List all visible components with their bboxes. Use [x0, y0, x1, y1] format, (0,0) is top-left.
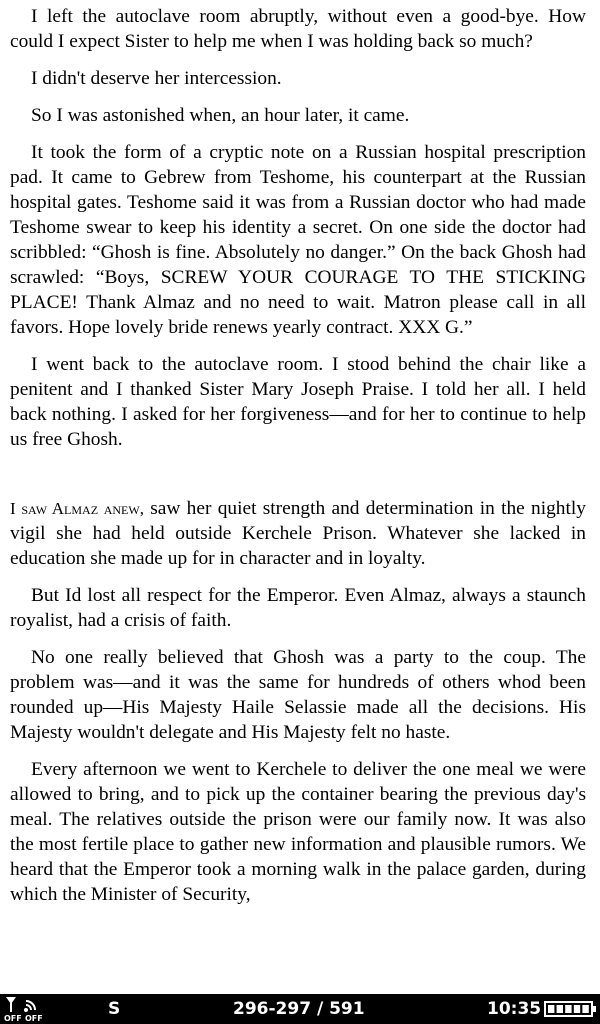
- battery-cell: [565, 1005, 571, 1013]
- paragraph-7: But Id lost all respect for the Emperor. Even Almaz, always a staunch royalist, had a crisis of faith.: [10, 585, 586, 631]
- paragraph-1: I left the autoclave room abruptly, without even a good-bye. How could I expect Sister to help me when I was holding back so much?: [10, 6, 586, 52]
- wifi-off-label: OFF: [4, 1014, 22, 1023]
- antenna-icon: [3, 995, 45, 1013]
- battery-cell: [582, 1005, 588, 1013]
- page-indicator[interactable]: 296-297 / 591: [233, 999, 365, 1019]
- sound-off-label: OFF: [25, 1014, 43, 1023]
- status-bar: [0, 994, 600, 1024]
- paragraph-9: Every afternoon we went to Kerchele to deliver the one meal we were allowed to bring, and to pick up the container bearing the previous day's meal. The relatives outside the prison were our family now. It was also the most fertile place to gather new information and plausible rumors. We heard that the Emperor took a morning walk in the palace garden, during which the Minister of Security,: [10, 759, 586, 905]
- sync-indicator[interactable]: S: [108, 999, 121, 1019]
- paragraph-8: No one really believed that Ghosh was a party to the coup. The problem was—and it was the same for hundreds of others whod been rounded up—His Majesty Haile Selassie made all the decisions. His Majesty wouldn't delegate and His Majesty felt no haste.: [10, 647, 586, 743]
- battery-cell: [548, 1005, 554, 1013]
- section-lead-in: I saw Almaz anew,: [10, 499, 144, 518]
- battery-cell: [574, 1005, 580, 1013]
- battery-cell: [557, 1005, 563, 1013]
- clock: 10:35: [487, 999, 542, 1019]
- paragraph-5: I went back to the autoclave room. I stood behind the chair like a penitent and I thanked Sister Mary Joseph Praise. I told her all. I held back nothing. I asked for her forgiveness—and for her to continue to help us free Ghosh.: [10, 354, 586, 450]
- paragraph-4: It took the form of a cryptic note on a Russian hospital prescription pad. It came to Gebrew from Teshome, his counterpart at the Russian hospital gates. Teshome said it was from a Russian doctor who had made Teshome swear to keep his identity a secret. On one side the doctor had scribbled: “Ghosh is fine. Absolutely no danger.” On the back Ghosh had scrawled: “Boys, SCREW YOUR COURAGE TO THE STICKING PLACE! Thank Almaz and no need to wait. Matron please call in all favors. Hope lovely bride renews yearly contract. XXX G.”: [10, 142, 586, 338]
- wireless-status[interactable]: [3, 995, 45, 1023]
- section-first-paragraph: [10, 496, 586, 571]
- section-first-text: saw her quiet strength and determination in the nightly vigil she had held outside Kerchele Prison. Whatever she lacked in education she made up for in character and in loyalty.: [10, 498, 586, 569]
- book-page[interactable]: [10, 4, 586, 919]
- paragraph-2: I didn't deserve her intercession.: [31, 68, 282, 89]
- battery-icon: [544, 1001, 597, 1017]
- paragraph-3: So I was astonished when, an hour later, it came.: [31, 105, 410, 126]
